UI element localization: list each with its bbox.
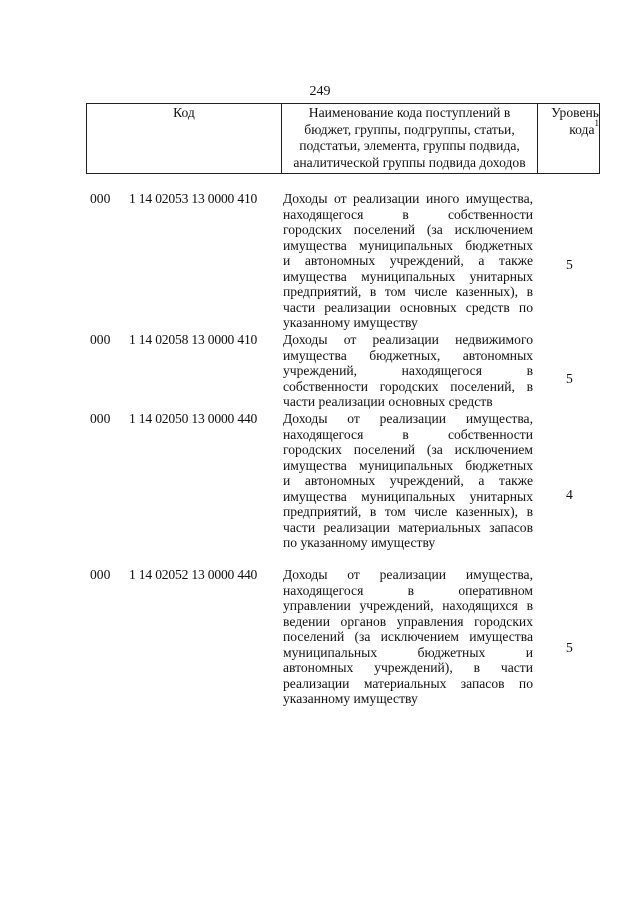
row-prefix: 000 bbox=[90, 332, 111, 347]
page-number: 249 bbox=[309, 84, 331, 99]
table-header bbox=[86, 103, 600, 174]
description-line: городских поселений (за исключением bbox=[283, 442, 533, 457]
row-prefix: 000 bbox=[90, 191, 111, 206]
description-line: находящегося в собственности bbox=[283, 206, 533, 222]
description-line: находящегося в собственности bbox=[283, 426, 533, 442]
row-prefix: 000 bbox=[90, 567, 111, 582]
header-level-line-2 bbox=[538, 117, 599, 139]
description-line: и автономных учреждений, а также bbox=[283, 253, 533, 268]
description-line: части реализации основных средств bbox=[283, 394, 493, 409]
description-line: собственности городских поселений, в bbox=[283, 378, 533, 394]
description-line: автономных учреждений), в части bbox=[283, 660, 533, 675]
description-line: указанному имуществу bbox=[283, 691, 418, 706]
description-line: имущества муниципальных унитарных bbox=[283, 268, 533, 284]
row-code: 1 14 02052 13 0000 440 bbox=[129, 567, 258, 582]
description-line: Доходы от реализации иного имущества, bbox=[283, 191, 533, 206]
description-line: Доходы от реализации имущества, bbox=[283, 411, 533, 426]
description-line: имущества муниципальных бюджетных bbox=[283, 457, 533, 473]
row-level: 5 bbox=[566, 371, 573, 386]
header-name-cell bbox=[282, 104, 538, 174]
header-code-cell bbox=[87, 104, 282, 174]
description-line: имущества муниципальных унитарных bbox=[283, 488, 533, 504]
description-line: реализации материальных запасов по bbox=[283, 675, 533, 691]
description-line: находящегося в оперативном bbox=[283, 582, 533, 598]
description-line: части реализации материальных запасов bbox=[283, 519, 533, 535]
header-code-label: Код bbox=[173, 105, 195, 120]
row-code: 1 14 02058 13 0000 410 bbox=[129, 332, 258, 347]
description-line: муниципальных бюджетных и bbox=[283, 644, 533, 660]
row-description bbox=[283, 567, 533, 707]
description-line: предприятий, в том числе казенных), в bbox=[283, 504, 533, 519]
row-level: 4 bbox=[566, 487, 573, 502]
row-description bbox=[283, 332, 533, 410]
header-name-line: Наименование кода поступлений в bbox=[308, 105, 511, 120]
description-line: управлении учреждений, находящихся в bbox=[283, 598, 533, 613]
description-line: предприятий, в том числе казенных), в bbox=[283, 284, 533, 299]
row-description bbox=[283, 411, 533, 551]
description-line: городских поселений (за исключением bbox=[283, 222, 533, 237]
row-code: 1 14 02050 13 0000 440 bbox=[129, 411, 258, 426]
description-line: имущества бюджетных, автономных bbox=[283, 347, 533, 363]
header-name-line: подстатьи, элемента, группы подвида, bbox=[299, 138, 520, 153]
row-level: 5 bbox=[566, 257, 573, 272]
description-line: Доходы от реализации имущества, bbox=[283, 567, 533, 582]
description-line: имущества муниципальных бюджетных bbox=[283, 237, 533, 253]
header-name-line: бюджет, группы, подгруппы, статьи, bbox=[304, 121, 515, 137]
description-line: учреждений, находящегося в bbox=[283, 363, 533, 378]
row-code: 1 14 02053 13 0000 410 bbox=[129, 191, 258, 206]
description-line: Доходы от реализации недвижимого bbox=[283, 332, 533, 347]
description-line: и автономных учреждений, а также bbox=[283, 473, 533, 488]
description-line: части реализации основных средств по bbox=[283, 299, 533, 315]
row-level: 5 bbox=[566, 640, 573, 655]
header-name-line: аналитической группы подвида доходов bbox=[293, 154, 526, 170]
header-level-cell bbox=[538, 104, 600, 174]
row-description bbox=[283, 191, 533, 331]
description-line: поселений (за исключением имущества bbox=[283, 629, 533, 644]
header-level-line: Уровень bbox=[551, 105, 599, 120]
footnote-marker: 1 bbox=[594, 117, 599, 128]
description-line: по указанному имуществу bbox=[283, 535, 436, 550]
header-level-word: кода bbox=[569, 121, 595, 137]
description-line: указанному имуществу bbox=[283, 315, 418, 330]
description-line: ведении органов управления городских bbox=[283, 613, 533, 629]
row-prefix: 000 bbox=[90, 411, 111, 426]
